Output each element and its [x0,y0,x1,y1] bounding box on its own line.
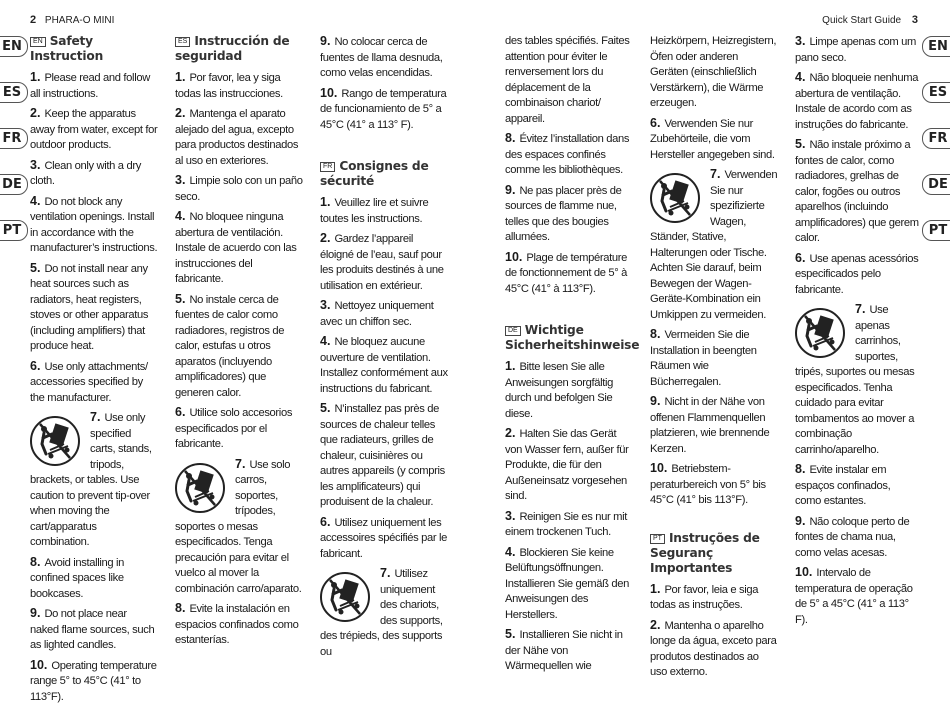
item-text: Clean only with a dry cloth. [30,159,141,187]
instruction-item [650,167,778,323]
column-es-fr [320,34,448,664]
item-number: 5. [175,291,186,306]
section-title [320,159,448,189]
language-tab-pt-left[interactable]: PT [0,220,28,241]
item-text: Não bloqueie nenhuma abertura de ventilação. Instale de acordo com as instruções do fabricante. [795,72,919,131]
item-text: Utilisez uniquement des chariots, des supports, des trépieds, des supports ou [320,568,443,658]
instruction-item [650,327,778,390]
item-text: Por favor, lea y siga todas las instrucciones. [175,72,283,100]
item-number: 4. [30,193,41,208]
instruction-item [30,359,158,407]
item-number: 9. [795,513,806,528]
item-number: 2. [30,106,41,120]
instruction-item [175,106,303,169]
item-text: Use apenas acessórios especificados pelo fabricante. [795,252,919,296]
item-number: 5. [30,260,41,275]
item-text: Verwenden Sie nur spezifizierte Wagen, Ständer, Stative, Halterungen oder Tische. Achten Sie darauf, beim Bewegen der Wagen-Geräte-Kombination ein Umkippen zu vermeiden. [650,169,778,321]
language-tab-en-right[interactable]: EN [922,36,950,57]
item-text: Operating temperature range 5° to 45°C (41° to 113°F). [30,659,157,703]
item-number: 10. [505,249,523,264]
item-number: 1. [30,70,41,84]
cart-tip-over-warning-icon [795,308,845,358]
item-number: 9. [505,182,516,197]
section-title [30,34,158,64]
language-code-badge: PT [650,534,665,544]
language-code-badge: ES [175,37,190,47]
item-text: Use solo carros, soportes, trípodes, soportes o mesas especificados. Tenga precaución para evitar el vuelco al mover la combinación carro/aparato. [175,458,302,595]
item-text: Ne pas placer près de sources de flamme nue, telles que des bougies allumées. [505,184,622,243]
item-text: Évitez l’installation dans des espaces confinés comme les bibliothèques. [505,133,630,176]
instruction-item [650,461,778,509]
continued-text: Heizkörpern, Heizregistern, Öfen oder anderen Geräten (einschließlich Verstärkern), die Wärme erzeugen. [650,35,777,109]
instruction-item [505,627,633,675]
item-text: Do not install near any heat sources such as radiators, heat registers, stoves or other apparatus (including amplifiers) that produce heat. [30,262,149,352]
item-number: 8. [795,462,806,476]
instruction-item [650,116,778,164]
language-code-badge: DE [505,326,521,336]
item-number: 7. [380,566,391,580]
item-text: Evite la instalación en espacios confinados como estanterías. [175,603,299,646]
section-title-text: Consignes de sécurité [320,159,429,188]
language-tab-de-left[interactable]: DE [0,174,28,195]
language-tab-fr-left[interactable]: FR [0,128,28,149]
language-tab-es-right[interactable]: ES [922,82,950,103]
item-number: 4. [320,334,331,348]
instruction-item [795,565,919,628]
instruction-item [320,515,448,563]
instruction-item [30,410,158,551]
item-text: Não instale próximo a fontes de calor, como radiadores, grelhas de calor, fogões ou outros aparelhos (incluindo amplificadores) que gerem calor. [795,139,919,244]
instruction-item [175,209,303,288]
item-number: 8. [30,554,41,569]
item-number: 10. [320,85,338,100]
cart-tip-over-warning-icon [320,572,370,622]
item-number: 3. [30,157,41,172]
item-number: 3. [795,34,806,48]
instruction-item [320,195,448,227]
item-text: Utilice solo accesorios especificados por el fabricante. [175,407,293,450]
instruction-item [795,34,919,66]
item-text: No instale cerca de fuentes de calor como radiadores, registros de calor, estufas u otros aparatos (incluyendo amplificadores) que generen calor. [175,293,285,399]
cart-tip-over-warning-icon [650,173,700,223]
item-number: 6. [175,405,186,419]
instruction-item [30,70,158,102]
item-number: 1. [320,195,331,209]
item-text: Avoid installing in confined spaces like bookcases. [30,556,125,600]
item-number: 8. [505,131,516,145]
item-number: 9. [30,606,41,620]
instruction-item [320,86,448,134]
instruction-item [320,34,448,82]
item-number: 2. [650,617,661,632]
instruction-item [30,194,158,257]
item-number: 10. [795,565,813,579]
item-number: 7. [855,302,866,316]
item-text: Rango de temperatura de funcionamiento de 5° a 45°C (41° a 113° F). [320,87,447,131]
item-text: Please read and follow all instructions. [30,72,150,100]
instruction-item [505,426,633,505]
item-text: Betriebstem-peraturbereich von 5° bis 45°C (41° bis 113°F). [650,463,766,506]
item-text: Do not place near naked flame sources, such as lighted candles. [30,608,155,651]
item-number: 3. [505,508,516,523]
item-text: Intervalo de temperatura de operação de 5° a 45°C (41° a 113° F). [795,567,913,626]
language-tab-en-left[interactable]: EN [0,36,28,57]
instruction-item [795,137,919,247]
item-text: Ne bloquez aucune ouverture de ventilation. Installez conformément aux instructions du fabricant. [320,336,448,395]
instruction-item [505,509,633,541]
instruction-item [30,261,158,355]
item-text: Plage de température de fonctionnement de 5° à 45°C (41° à 113°F). [505,251,627,295]
item-text: Do not block any ventilation openings. Install in accordance with the manufacturer’s instructions. [30,195,158,254]
instruction-item [320,566,448,660]
column-fr-de [505,34,640,679]
guide-title: Quick Start Guide [822,15,902,26]
instruction-item [795,302,919,458]
instruction-item [30,106,158,154]
item-number: 4. [795,70,806,84]
instruction-item [175,292,303,402]
item-text: No bloquee ninguna abertura de ventilación. Instale de acuerdo con las instrucciones del fabricante. [175,211,297,285]
continued-text: des tables spécifiés. Faites attention pour éviter le renversement lors du déplacement de la combinaison chariot/ appareil. [505,35,630,125]
spacer [505,301,633,323]
cart-tip-over-warning-icon [175,463,225,513]
instruction-item [795,462,919,510]
language-code-badge: EN [30,37,46,47]
column-de-pt [650,34,778,685]
item-number: 4. [175,209,186,223]
item-number: 2. [320,231,331,245]
item-number: 5. [795,137,806,151]
item-text: Mantenga el aparato alejado del agua, excepto para productos destinados al uso en exteriores. [175,108,299,167]
item-text: Blockieren Sie keine Belüftungsöffnungen. Installieren Sie gemäß den Anweisungen des Herstellers. [505,546,629,621]
header-right [822,14,918,26]
instruction-item [795,251,919,299]
item-text: Halten Sie das Gerät von Wasser fern, außer für Produkte, die für den Außeneinsatz vorgesehen sind. [505,428,629,502]
item-number: 5. [320,401,331,415]
instruction-item [650,618,778,681]
page-number-right: 3 [911,14,918,26]
item-number: 2. [175,106,186,120]
column-es [175,34,303,653]
instruction-item [320,334,448,397]
item-text: Vermeiden Sie die Installation in beengten Räumen wie Bücherregalen. [650,329,757,388]
instruction-item [320,401,448,511]
section-title [175,34,303,64]
language-tab-fr-right[interactable]: FR [922,128,950,149]
item-number: 10. [30,657,48,672]
item-text: Evite instalar em espaços confinados, como estantes. [795,464,891,507]
item-text: Por favor, leia e siga todas as instruções. [650,583,759,611]
page-number-left: 2 [30,14,37,26]
item-text: Keep the apparatus away from water, except for outdoor products. [30,108,158,151]
instruction-item [505,359,633,422]
spacer [650,513,778,531]
item-text: Verwenden Sie nur Zubehörteile, die vom Hersteller angegeben sind. [650,117,775,161]
item-text: Limpie solo con un paño seco. [175,175,303,203]
spacer [320,137,448,159]
item-number: 3. [175,173,186,187]
instruction-item [175,601,303,649]
item-number: 1. [175,70,186,84]
section-title-text: Instrucción de seguridad [175,34,290,63]
item-text: Reinigen Sie es nur mit einem trockenen Tuch. [505,510,628,538]
item-text: Mantenha o aparelho longe da água, exceto para produtos destinados ao uso externo. [650,619,777,678]
item-text: Nicht in der Nähe von offenen Flammenquellen platzieren, wie brennende Kerzen. [650,396,770,455]
item-text: Bitte lesen Sie alle Anweisungen sorgfältig durch und befolgen Sie diese. [505,361,613,420]
item-number: 6. [650,115,661,130]
column-pt [795,34,919,632]
section-title [505,323,640,353]
item-text: Nettoyez uniquement avec un chiffon sec. [320,300,434,328]
section-title-text: Instruções de Seguranç Importantes [650,530,760,575]
instruction-item [30,555,158,603]
instruction-item [505,250,633,298]
item-number: 2. [505,426,516,440]
product-name: PHARA-O MINI [44,15,115,26]
item-number: 7. [710,167,721,181]
section-title-text: Safety Instruction [30,34,104,63]
item-number: 8. [650,327,661,341]
instruction-item [505,183,633,246]
section-title-text: Wichtige Sicherheitshinweise [505,323,640,352]
item-number: 6. [795,250,806,265]
item-text: Use only attachments/ accessories specified by the manufacturer. [30,360,148,404]
item-text: Veuillez lire et suivre toutes les instructions. [320,197,429,225]
item-number: 1. [505,359,516,373]
item-number: 10. [650,461,668,475]
instruction-item [175,405,303,453]
instruction-item [320,231,448,294]
instruction-item [175,173,303,205]
item-number: 9. [320,34,331,48]
instruction-item [30,158,158,190]
item-text: Use apenas carrinhos, suportes, tripés, suportes ou mesas especificados. Tenha cuidado para evitar tombamentos ao mover a combinação carrinho/aparelho. [795,304,915,456]
cart-tip-over-warning-icon [30,416,80,466]
instruction-item [320,298,448,330]
item-text: Utilisez uniquement les accessoires spécifiés par le fabricant. [320,516,447,560]
instruction-item [30,658,158,706]
column-en [30,34,158,709]
language-tab-pt-right[interactable]: PT [922,220,950,241]
instruction-item [175,70,303,102]
item-number: 1. [650,581,661,596]
item-text: Limpe apenas com um pano seco. [795,36,916,64]
item-number: 9. [650,394,661,408]
instruction-item [795,514,919,562]
item-number: 6. [320,514,331,529]
item-number: 4. [505,544,516,559]
language-tab-es-left[interactable]: ES [0,82,28,103]
instruction-item [505,131,633,179]
header-left [30,14,114,26]
item-text: Não coloque perto de fontes de chama nua, como velas acesas. [795,515,910,559]
item-number: 5. [505,627,516,641]
item-number: 8. [175,601,186,615]
instruction-item [175,457,303,598]
instruction-item [505,545,633,624]
item-text: No colocar cerca de fuentes de llama desnuda, como velas encendidas. [320,36,443,79]
instruction-item [795,70,919,133]
item-text: Use only specified carts, stands, tripods, brackets, or tables. Use caution to prevent tip-over when moving the cart/apparatus combination. [30,412,152,548]
item-number: 7. [90,410,101,424]
instruction-item [650,582,778,614]
item-text: N’installez pas près de sources de chaleur telles que radiateurs, grilles de chaleur, cuisinières ou autres appareils (y compris les amplificateurs) qui produisent de la chaleur. [320,403,445,508]
item-text: Gardez l’appareil éloigné de l’eau, sauf pour les produits destinés à une utilisation en extérieur. [320,233,444,292]
item-number: 3. [320,298,331,312]
instruction-item [650,394,778,457]
instruction-item [30,606,158,654]
language-tab-de-right[interactable]: DE [922,174,950,195]
section-title [650,531,778,576]
language-code-badge: FR [320,162,335,172]
item-number: 7. [235,456,246,471]
item-text: Installieren Sie nicht in der Nähe von Wärmequellen wie [505,629,623,672]
item-number: 6. [30,358,41,373]
